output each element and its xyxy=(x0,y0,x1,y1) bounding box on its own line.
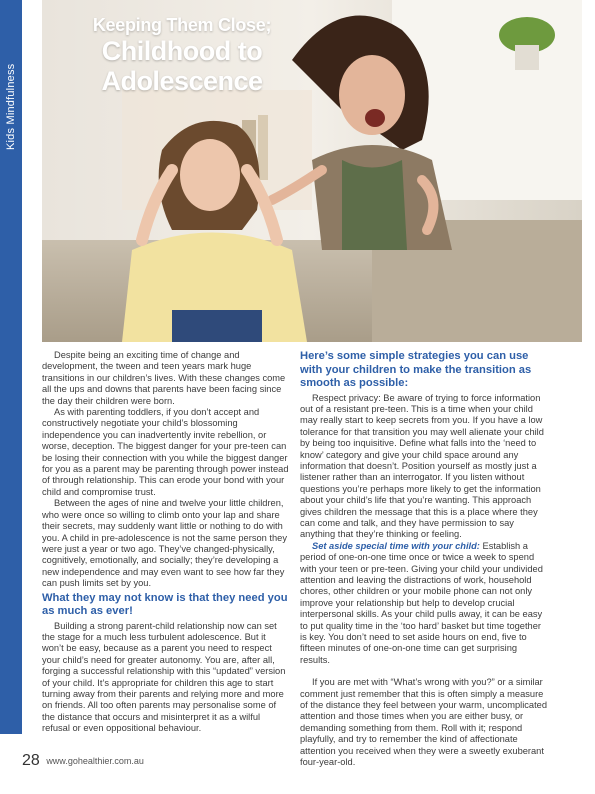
article-title xyxy=(92,14,272,96)
section-subheading: What they may not know is that they need you as much as ever! xyxy=(42,591,288,618)
paragraph: Respect privacy: Be aware of trying to force information out of a resistant pre-teen. This is a time when your child may really start to keep secrets from you. If you have a low tolerance for that transition you may well alienate your child by being too inquisitive. Define what falls into the ‘need to know’ category and give your child space around any information that doesn’t. Position yourself as mostly just a listener rather than an interrogator. If you listen without questions you’re perhaps more likely to get the information about your child’s life that you’re wanting. This approach gives children the message that this is a place where they can come and talk, and they have permission to say anything that they’re thinking or feeling. xyxy=(300,392,544,540)
paragraph: Despite being an exciting time of change and development, the tween and teen years mark huge transitions in our children’s lives. With these changes come all the ups and downs that parents have been facing since the day their children were born. xyxy=(42,350,286,406)
website-link[interactable]: www.gohealthier.com.au xyxy=(46,756,144,766)
title-line-3: Adolescence xyxy=(101,66,263,96)
strategies-subheading: Here’s some simple strategies you can use with your children to make the transition as smooth as possible: xyxy=(300,350,532,389)
paragraph: As with parenting toddlers, if you don’t accept and constructively negotiate your child’s blossoming independence you can inadvertently invite rebellion, or worse, deception. The biggest danger for your pre-teen can be losing their connection with you while the biggest danger for you as a parent may be parenting through power instead of through relationship. This can erode your bond with your child and compromise trust. xyxy=(42,407,289,497)
left-column xyxy=(42,350,290,735)
title-line-2: Childhood to xyxy=(101,36,263,66)
page-footer xyxy=(22,752,144,770)
paragraph: If you are met with “What’s wrong with you?” or a similar comment just remember that this is often simply a measure of the distance they feel between your warm, uncomplicated attention and those times when you are either busy, or demanding something from them. Roll with it; respond playfully, and try to remember the kind of affectionate attention you received when they were a sweetly exuberant four-year-old. xyxy=(300,677,548,768)
section-sidebar xyxy=(0,0,22,734)
title-line-1: Keeping Them Close; xyxy=(92,15,272,35)
paragraph: Building a strong parent-child relationship now can set the stage for a much less turbulent adolescence. But it won’t be easy, because as a parent you need to respect your child’s need for greater autonomy. You are, after all, forging a successful relationship with this “updated” version of your child. It’s appropriate for children this age to start turning away from their parents and relying more and more on friends. All too often parents may personalise some of the distance that occurs and misinterpret it as a wilful refusal or even oppositional behaviour. xyxy=(42,620,286,734)
paragraph xyxy=(300,541,548,666)
section-label: Kids Mindfulness xyxy=(5,63,17,150)
right-column xyxy=(300,350,548,769)
paragraph-body: Establish a period of one-on-one time once or twice a week to spend with your teen or pre-teen. Giving your child your undivided attention and leaving the distractions of work, household chores, other children or your mobile phone can not only improve your relationship but help to develop crucial interpersonal skills. As your child pulls away, it can be easy to put quality time in the ‘too hard’ basket but time together is key. You don’t need to set aside hours on end, five to fifteen minutes of one-on-one time can get surprising results. xyxy=(300,540,543,665)
page-number: 28 xyxy=(22,752,40,769)
paragraph: Between the ages of nine and twelve your little children, who were once so willing to climb onto your lap and share their secrets, may suddenly want little or nothing to do with you. A child in pre-adolescence is not the same person they were just a year or two ago. They’ve changed-physically, cognitively, emotionally, and socially; they’re developing a new independence and may even want to see how far they can push limits set by you. xyxy=(42,498,287,589)
paragraph-lead: Set aside special time with your child: xyxy=(312,540,480,551)
